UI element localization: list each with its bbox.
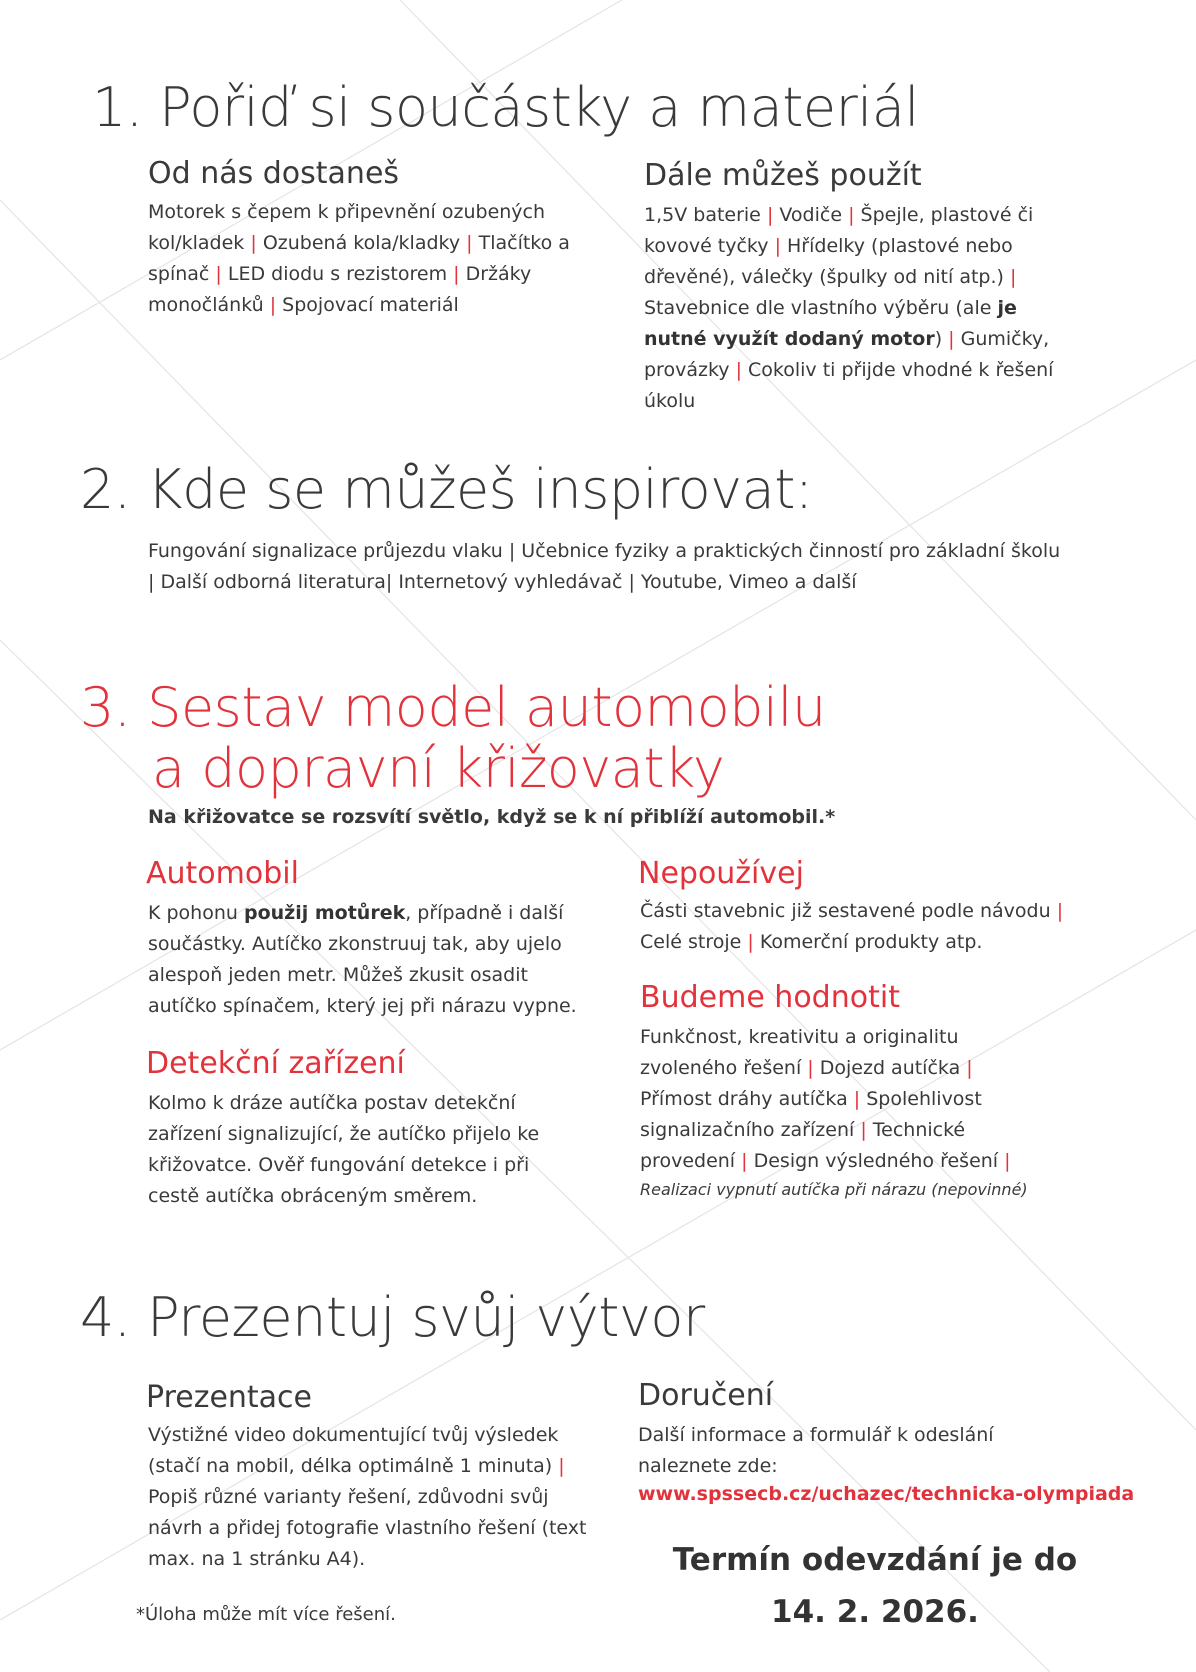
automobil-heading: Automobil [146, 856, 299, 891]
section3-title-line1: 3. Sestav model automobilu [80, 676, 826, 739]
section3-title-line2: a dopravní křižovatky [152, 737, 725, 800]
section4-title: 4. Prezentuj svůj výtvor [80, 1286, 705, 1349]
also-use-heading: Dále můžeš použít [644, 158, 922, 193]
do-not-use-heading: Nepoužívej [638, 856, 804, 891]
section2-title: 2. Kde se můžeš inspirovat: [80, 458, 813, 521]
delivery-text: Další informace a formulář k odeslání naleznete zde: [638, 1424, 994, 1477]
also-use-list: 1,5V baterie | Vodiče | Špejle, plastové či kovové tyčky | Hřídelky (plastové nebo dřevěné), válečky (špulky od nití atp.) | Stavebnice dle vlastního výběru (ale je nutné využít dodaný motor) | Gumičky, provázky | Cokoliv ti přijde vhodné k řešení úkolu [644, 204, 1054, 412]
received-item: Ozubená kola/kladky [262, 232, 461, 254]
presentation-heading: Prezentace [146, 1380, 313, 1415]
do-not-use-list: Části stavebnic již sestavené podle návodu | Celé stroje | Komerční produkty atp. [640, 900, 1064, 953]
also-use-item: Gumičky, provázky [644, 328, 1050, 381]
also-use-item: Špejle, plastové či kovové tyčky [644, 204, 1034, 257]
also-use-item-construction-kit: Stavebnice dle vlastního výběru (ale je nutné využít dodaný motor) [644, 297, 1017, 350]
received-item: Motorek s čepem k připevnění ozubených kol/kladek [148, 201, 546, 254]
received-item: LED diodu s rezistorem [227, 263, 448, 285]
olympiad-link[interactable]: www.spssecb.cz/uchazec/technicka-olympiada [638, 1483, 1135, 1505]
also-use-item: Hřídelky (plastové nebo dřevěné), válečky (špulky od nití atp.) [644, 235, 1013, 288]
also-use-item: Vodiče [779, 204, 843, 226]
section1-title: 1. Pořiď si součástky a materiál [92, 76, 919, 139]
inspiration-text: Fungování signalizace průjezdu vlaku | Učebnice fyziky a praktických činností pro základní školu | Další odborná literatura| Internetový vyhledávač | Youtube, Vimeo a další [148, 540, 1061, 593]
delivery-heading: Doručení [638, 1378, 774, 1413]
deadline-line1: Termín odevzdání je do [672, 1542, 1078, 1578]
section3-lead: Na křižovatce se rozsvítí světlo, když se k ní přiblíží automobil.* [148, 806, 836, 828]
detection-text: Kolmo k dráze autíčka postav detekční zařízení signalizující, že autíčko přijelo ke křižovatce. Ověř fungování detekce i při cestě autíčka obráceným směrem. [148, 1092, 540, 1207]
received-item: Tlačítko a spínač [148, 232, 570, 285]
automobil-text: K pohonu použij motůrek, případně i další součástky. Autíčko zkonstruuj tak, aby ujelo alespoň jeden metr. Můžeš zkusit osadit autíčko spínačem, který jej při nárazu vypne. [148, 902, 577, 1017]
evaluation-heading: Budeme hodnotit [640, 980, 900, 1015]
deadline [640, 1534, 1110, 1638]
footnote: *Úloha může mít více řešení. [136, 1604, 396, 1625]
received-item: Držáky monočlánků [148, 263, 532, 316]
evaluation-note: Realizaci vypnutí autíčka při nárazu (nepovinné) [640, 1180, 1028, 1199]
received-list: Motorek s čepem k připevnění ozubených kol/kladek | Ozubená kola/kladky | Tlačítko a spínač | LED diodu s rezistorem | Držáky monočlánků | Spojovací materiál [148, 201, 570, 316]
deadline-date: 14. 2. 2026. [771, 1594, 979, 1630]
presentation-text: Výstižné video dokumentující tvůj výsledek (stačí na mobil, délka optimálně 1 minuta) | Popiš různé varianty řešení, zdůvodni svůj návrh a přidej fotografie vlastního řešení (text max. na 1 stránku A4). [148, 1424, 587, 1570]
received-heading: Od nás dostaneš [148, 156, 400, 191]
evaluation-list: Funkčnost, kreativitu a originalitu zvoleného řešení | Dojezd autíčka | Přímost dráhy autíčka | Spolehlivost signalizačního zařízení | Technické provedení | Design výsledného řešení | [640, 1026, 1011, 1172]
received-item: Spojovací materiál [282, 294, 459, 316]
also-use-item: 1,5V baterie [644, 204, 761, 226]
also-use-item: Cokoliv ti přijde vhodné k řešení úkolu [644, 359, 1054, 412]
detection-heading: Detekční zařízení [146, 1046, 405, 1081]
